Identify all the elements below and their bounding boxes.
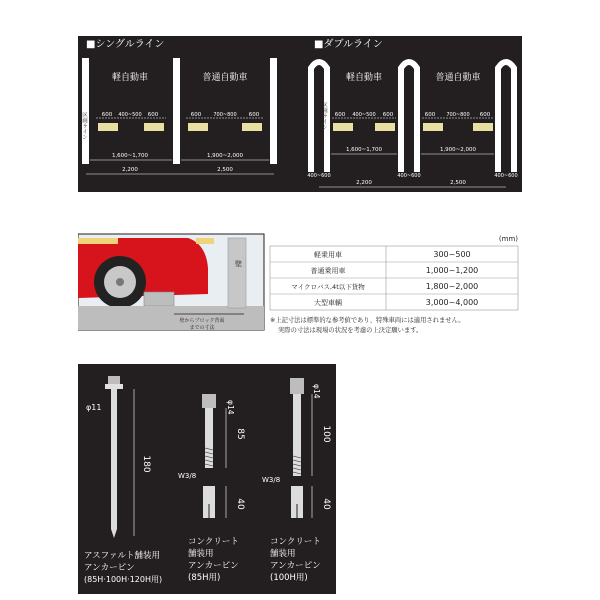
asphalt-pin-length: 180	[141, 455, 151, 473]
single-dim-2200: 2,200	[122, 167, 138, 173]
concrete-85-thread: W3/8	[178, 472, 197, 480]
anchor-pin-diagram	[78, 364, 336, 594]
car-lamp	[78, 238, 118, 244]
table-row-type: 普通乗用車	[310, 267, 346, 275]
parking-block	[144, 292, 174, 306]
asphalt-pin-name3: (85H·100H·120H用)	[84, 575, 163, 584]
single-dim-700-800: 700~800	[213, 112, 237, 118]
car-stopper	[98, 123, 118, 131]
double-dim-400-600-middle: 400~600	[397, 173, 421, 179]
single-stall-line-middle	[173, 58, 180, 164]
concrete-85-diameter: φ14	[226, 400, 235, 415]
single-dim-400-500: 400~500	[118, 112, 142, 118]
table-row-value: 3,000~4,000	[425, 298, 479, 307]
double-dim-1900-2000: 1,900~2,000	[439, 147, 477, 153]
double-dim-2500: 2,500	[450, 180, 466, 186]
table-note-line1: ※上記寸法は標準的な参考値であり、特殊車両には適用されません。	[270, 317, 465, 324]
double-light-car-label: 軽自動車	[345, 73, 383, 83]
double-normal-car-label: 普通自動車	[435, 73, 481, 83]
car-stopper	[333, 123, 353, 131]
asphalt-pin	[105, 376, 123, 538]
double-zone-line-label: 区画ライン	[321, 102, 327, 130]
block-label-line1: 壁からブロック背面	[179, 318, 225, 324]
single-dim-2500: 2,500	[217, 167, 233, 173]
block-label-line2: までの寸法	[189, 325, 215, 331]
double-dim-400-600-left: 400~600	[307, 173, 331, 179]
table-row-value: 300~500	[433, 250, 471, 259]
asphalt-pin-name1: アスファルト舗装用	[84, 551, 160, 561]
table-unit: (mm)	[498, 235, 518, 243]
concrete-85-lower: 40	[235, 498, 245, 510]
single-dim-600a: 600	[101, 112, 113, 118]
double-dim-1600-1700: 1,600~1,700	[345, 147, 383, 153]
double-dim-600b: 600	[382, 112, 394, 118]
single-normal-dim-600b: 600	[248, 112, 260, 118]
single-light-car-label: 軽自動車	[111, 73, 149, 83]
parking-layout-diagram	[78, 36, 522, 192]
car-stopper	[242, 123, 262, 131]
concrete-85-name3: アンカーピン	[188, 561, 239, 571]
car-stopper	[423, 123, 443, 131]
concrete-100-diameter: φ14	[312, 384, 321, 399]
double-dim-2200: 2,200	[356, 180, 372, 186]
double-dim-700-800: 700~800	[446, 112, 470, 118]
concrete-100-name3: アンカーピン	[270, 561, 321, 571]
anchor-pin-panel	[78, 364, 336, 594]
single-normal-dim-600a: 600	[190, 112, 202, 118]
stopper-distance-panel	[78, 228, 522, 348]
single-stall-line-right	[270, 58, 277, 164]
concrete-100-name4: (100H用)	[270, 573, 308, 583]
concrete-100-name2: 舗装用	[270, 549, 296, 559]
parking-layout-panel	[78, 36, 522, 192]
single-stall-line-left	[82, 58, 89, 164]
double-dim-400-500: 400~500	[352, 112, 376, 118]
car-tail-light	[196, 238, 214, 244]
table-row-type: マイクロバス,4t以下貨物	[291, 283, 365, 291]
concrete-100-thread: W3/8	[262, 476, 281, 484]
double-normal-dim-600a: 600	[424, 112, 436, 118]
double-dim-600a: 600	[334, 112, 346, 118]
concrete-100-lower: 40	[321, 498, 331, 510]
concrete-85-name1: コンクリート	[188, 537, 239, 547]
car-stopper	[144, 123, 164, 131]
table-row-type: 軽乗用車	[314, 251, 342, 259]
concrete-85-pin	[202, 394, 216, 518]
concrete-100-length: 100	[321, 425, 331, 443]
single-zone-line-label: 区画ライン	[81, 112, 87, 140]
asphalt-pin-diameter: φ11	[86, 403, 102, 412]
double-normal-dim-600b: 600	[479, 112, 491, 118]
table-row-type: 大型車輌	[314, 299, 342, 307]
single-dim-600b: 600	[147, 112, 159, 118]
single-dim-1900-2000: 1,900~2,000	[206, 153, 244, 159]
wall	[228, 238, 246, 308]
concrete-85-length: 85	[235, 428, 245, 440]
table-grid	[270, 246, 518, 310]
wall-label: 壁	[235, 260, 242, 268]
car-wheel-hub	[116, 278, 124, 286]
single-dim-1600-1700: 1,600~1,700	[111, 153, 149, 159]
ground	[78, 306, 264, 330]
concrete-85-name2: 舗装用	[188, 549, 214, 559]
table-row-value: 1,000~1,200	[425, 266, 479, 275]
single-line-title: ■シングルライン	[86, 39, 165, 50]
car-stopper	[375, 123, 395, 131]
car-stopper	[473, 123, 493, 131]
asphalt-pin-name2: アンカーピン	[84, 563, 135, 573]
double-dim-400-600-right: 400~600	[494, 173, 518, 179]
car-stopper	[188, 123, 208, 131]
concrete-85-name4: (85H用)	[188, 573, 221, 583]
double-u-line-middle	[401, 62, 417, 172]
concrete-100-name1: コンクリート	[270, 537, 321, 547]
concrete-100-pin	[290, 378, 304, 518]
table-row-value: 1,800~2,000	[425, 282, 479, 291]
double-u-line-right	[498, 62, 514, 172]
stopper-distance-diagram	[78, 228, 522, 348]
table-note-line2: 実際の寸法は現場の状況を考慮の上決定願います。	[278, 327, 423, 334]
double-line-title: ■ダブルライン	[314, 39, 383, 50]
single-normal-car-label: 普通自動車	[202, 73, 248, 83]
